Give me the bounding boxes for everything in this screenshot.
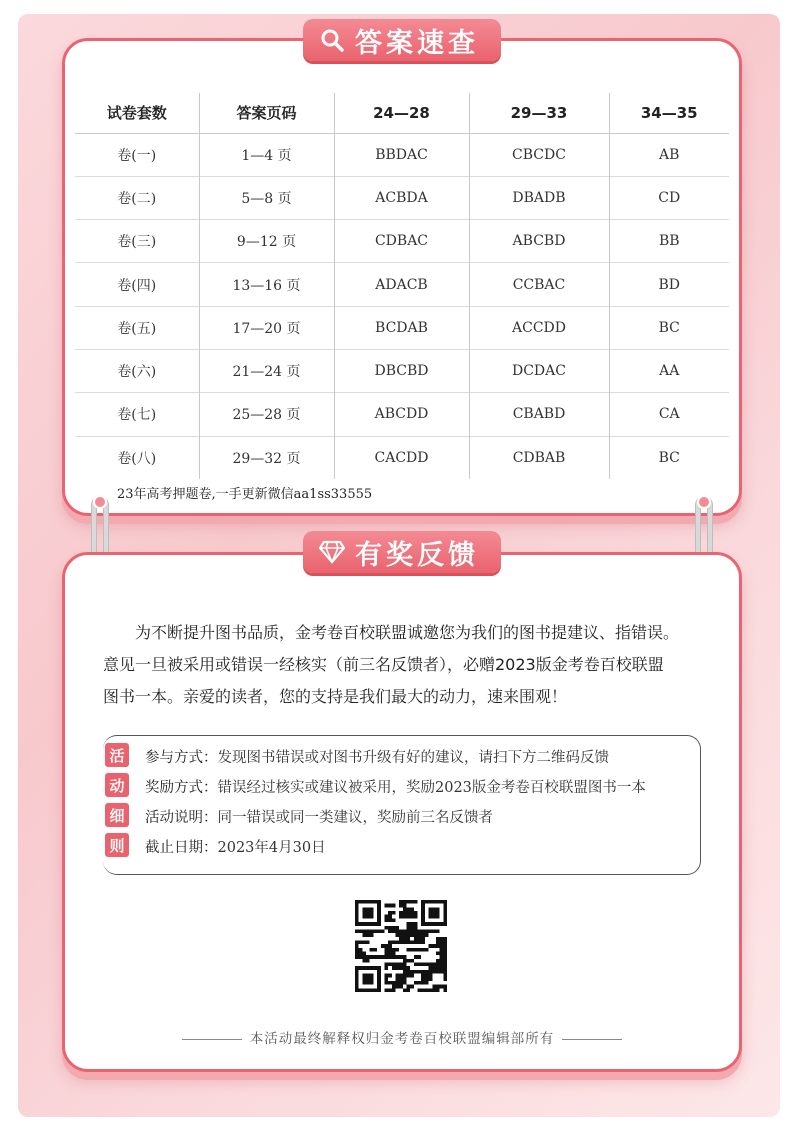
table-header-row [75,93,729,133]
answer-cell: CDBAB [469,436,609,479]
page-cell: 21—24 页 [199,349,334,392]
answer-title: 答案速查 [355,27,479,59]
diamond-icon [319,539,345,565]
answer-card [62,27,742,516]
rule-reward [145,771,705,801]
footer-divider [562,1039,622,1040]
answer-cell: CCBAC [469,263,609,306]
header-cell: 29—33 [469,93,609,133]
header-cell: 试卷套数 [75,93,199,133]
feedback-card [62,539,742,1072]
rule-key: 奖励方式： [145,779,218,796]
paper-cell: 卷(七) [75,393,199,436]
watermark-text: 23年高考押题卷,一手更新微信aa1ss33555 [117,487,373,502]
rules-tags [105,743,129,857]
rules-tag: 活 [105,743,129,767]
rule-key: 截止日期： [145,839,218,856]
answer-cell: AA [609,349,729,392]
paper-cell: 卷(六) [75,349,199,392]
search-icon [319,27,345,53]
feedback-title-banner [303,531,501,573]
ring-hole [697,495,711,509]
rules-list [145,741,705,861]
rules-tag: 则 [105,833,129,857]
answer-cell: BD [609,263,729,306]
answer-cell: CBCDC [469,133,609,176]
answer-cell: ABCBD [469,220,609,263]
table-row [75,436,729,479]
answer-cell: DCDAC [469,349,609,392]
answer-title-banner [303,19,501,61]
feedback-title: 有奖反馈 [355,539,479,571]
paper-cell: 卷(四) [75,263,199,306]
footer-note [65,1027,739,1047]
rules-tag: 细 [105,803,129,827]
feedback-paragraph [103,617,713,713]
table-row [75,393,729,436]
answer-cell: DBADB [469,176,609,219]
table-row [75,263,729,306]
table-row [75,306,729,349]
paper-cell: 卷(八) [75,436,199,479]
table-row [75,349,729,392]
rule-key: 参与方式： [145,749,218,766]
rule-value: 发现图书错误或对图书升级有好的建议，请扫下方二维码反馈 [217,749,609,766]
rule-value: 同一错误或同一类建议，奖励前三名反馈者 [217,809,493,826]
answer-cell: CA [609,393,729,436]
paper-cell: 卷(五) [75,306,199,349]
page-cell: 29—32 页 [199,436,334,479]
rules-tag: 动 [105,773,129,797]
rule-value: 错误经过核实或建议被采用，奖励2023版金考卷百校联盟图书一本 [217,779,646,796]
qr-code[interactable] [355,900,447,992]
table-row [75,176,729,219]
rule-participation [145,741,705,771]
footer-text: 本活动最终解释权归金考卷百校联盟编辑部所有 [249,1031,555,1047]
answer-cell: CACDD [334,436,469,479]
answer-cell: BBDAC [334,133,469,176]
page-cell: 1—4 页 [199,133,334,176]
paragraph-line: 意见一旦被采用或错误一经核实（前三名反馈者），必赠2023版金考卷百校联盟 [103,655,664,674]
page-cell: 9—12 页 [199,220,334,263]
answer-table-wrap [75,93,729,479]
header-cell: 24—28 [334,93,469,133]
paper-cell: 卷(二) [75,176,199,219]
table-row [75,220,729,263]
paragraph-line: 图书一本。亲爱的读者，您的支持是我们最大的动力，速来围观！ [103,687,568,706]
answer-cell: CD [609,176,729,219]
rule-key: 活动说明： [145,809,218,826]
answer-table [75,93,729,479]
page-cell: 13—16 页 [199,263,334,306]
answer-cell: BCDAB [334,306,469,349]
answer-cell: CDBAC [334,220,469,263]
paragraph-line: 为不断提升图书品质，金考卷百校联盟诚邀您为我们的图书提建议、指错误。 [135,623,680,642]
answer-cell: DBCBD [334,349,469,392]
answer-cell: ABCDD [334,393,469,436]
answer-cell: BC [609,436,729,479]
paper-cell: 卷(三) [75,220,199,263]
paper-cell: 卷(一) [75,133,199,176]
rule-description [145,801,705,831]
ring-hole [93,495,107,509]
header-cell: 34—35 [609,93,729,133]
answer-cell: BB [609,220,729,263]
page-cell: 25—28 页 [199,393,334,436]
answer-cell: ACCDD [469,306,609,349]
page-cell: 17—20 页 [199,306,334,349]
rule-deadline [145,831,705,861]
footer-divider [182,1039,242,1040]
answer-cell: AB [609,133,729,176]
rule-value: 2023年4月30日 [217,839,326,856]
answer-cell: CBABD [469,393,609,436]
page-cell: 5—8 页 [199,176,334,219]
answer-cell: ADACB [334,263,469,306]
answer-cell: BC [609,306,729,349]
header-cell: 答案页码 [199,93,334,133]
answer-cell: ACBDA [334,176,469,219]
table-row [75,133,729,176]
